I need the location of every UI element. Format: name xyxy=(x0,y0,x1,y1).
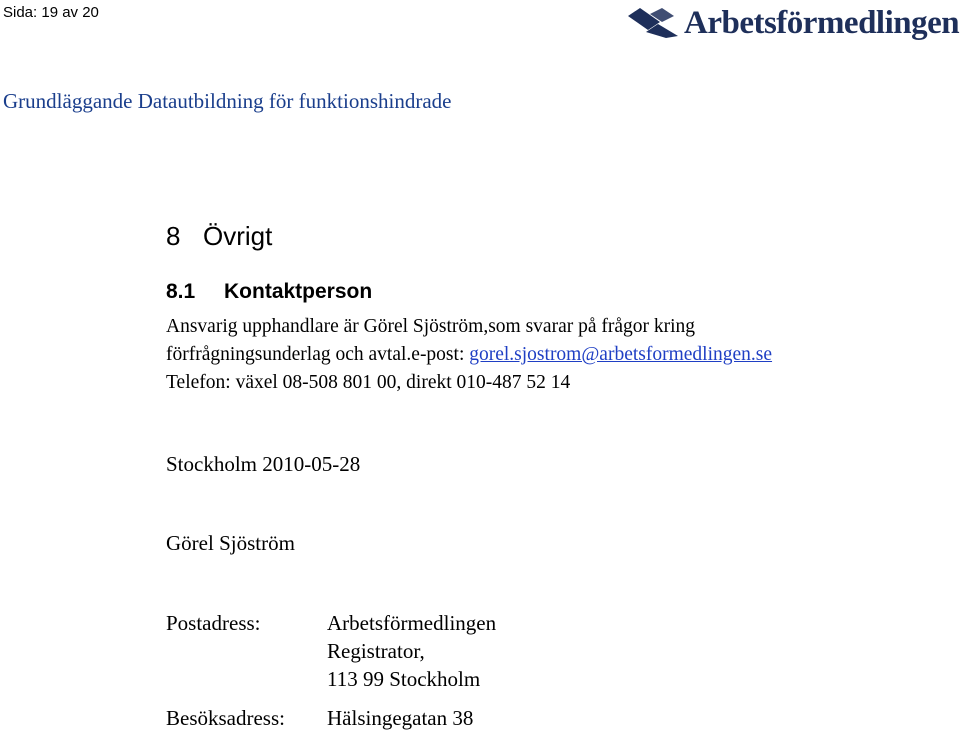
section-number: 8 xyxy=(166,221,181,251)
document-title: Grundläggande Datautbildning för funktionshindrade xyxy=(3,89,452,113)
contact-line-2-text: förfrågningsunderlag och avtal.e-post: xyxy=(166,344,470,365)
email-link[interactable]: gorel.sjostrom@arbetsformedlingen.se xyxy=(469,344,773,365)
postal-address-line-1: Arbetsförmedlingen xyxy=(327,611,497,635)
postal-address-line-2: Registrator, xyxy=(327,639,425,663)
subsection-number: 8.1 xyxy=(166,280,196,303)
section-heading xyxy=(166,221,272,252)
place-date: Stockholm 2010-05-28 xyxy=(166,452,361,476)
visiting-address-label: Besöksadress: xyxy=(166,706,285,730)
postal-address-label: Postadress: xyxy=(166,611,261,635)
postal-address-line-3: 113 99 Stockholm xyxy=(327,667,481,691)
section-title: Övrigt xyxy=(203,221,273,251)
subsection-heading xyxy=(166,280,372,304)
arbetsformedlingen-logo-icon xyxy=(628,6,680,38)
signatory-name: Görel Sjöström xyxy=(166,531,295,555)
contact-line-1: Ansvarig upphandlare är Görel Sjöström,som svarar på frågor kring xyxy=(166,316,696,337)
phone-line: Telefon: växel 08-508 801 00, direkt 010-487 52 14 xyxy=(166,372,571,393)
contact-line-2 xyxy=(166,344,772,366)
brand-logo xyxy=(628,0,960,44)
page-number: Sida: 19 av 20 xyxy=(3,4,99,21)
visiting-address-value: Hälsingegatan 38 xyxy=(327,706,474,730)
logo-text: Arbetsförmedlingen xyxy=(684,4,960,41)
subsection-title: Kontaktperson xyxy=(224,280,373,303)
